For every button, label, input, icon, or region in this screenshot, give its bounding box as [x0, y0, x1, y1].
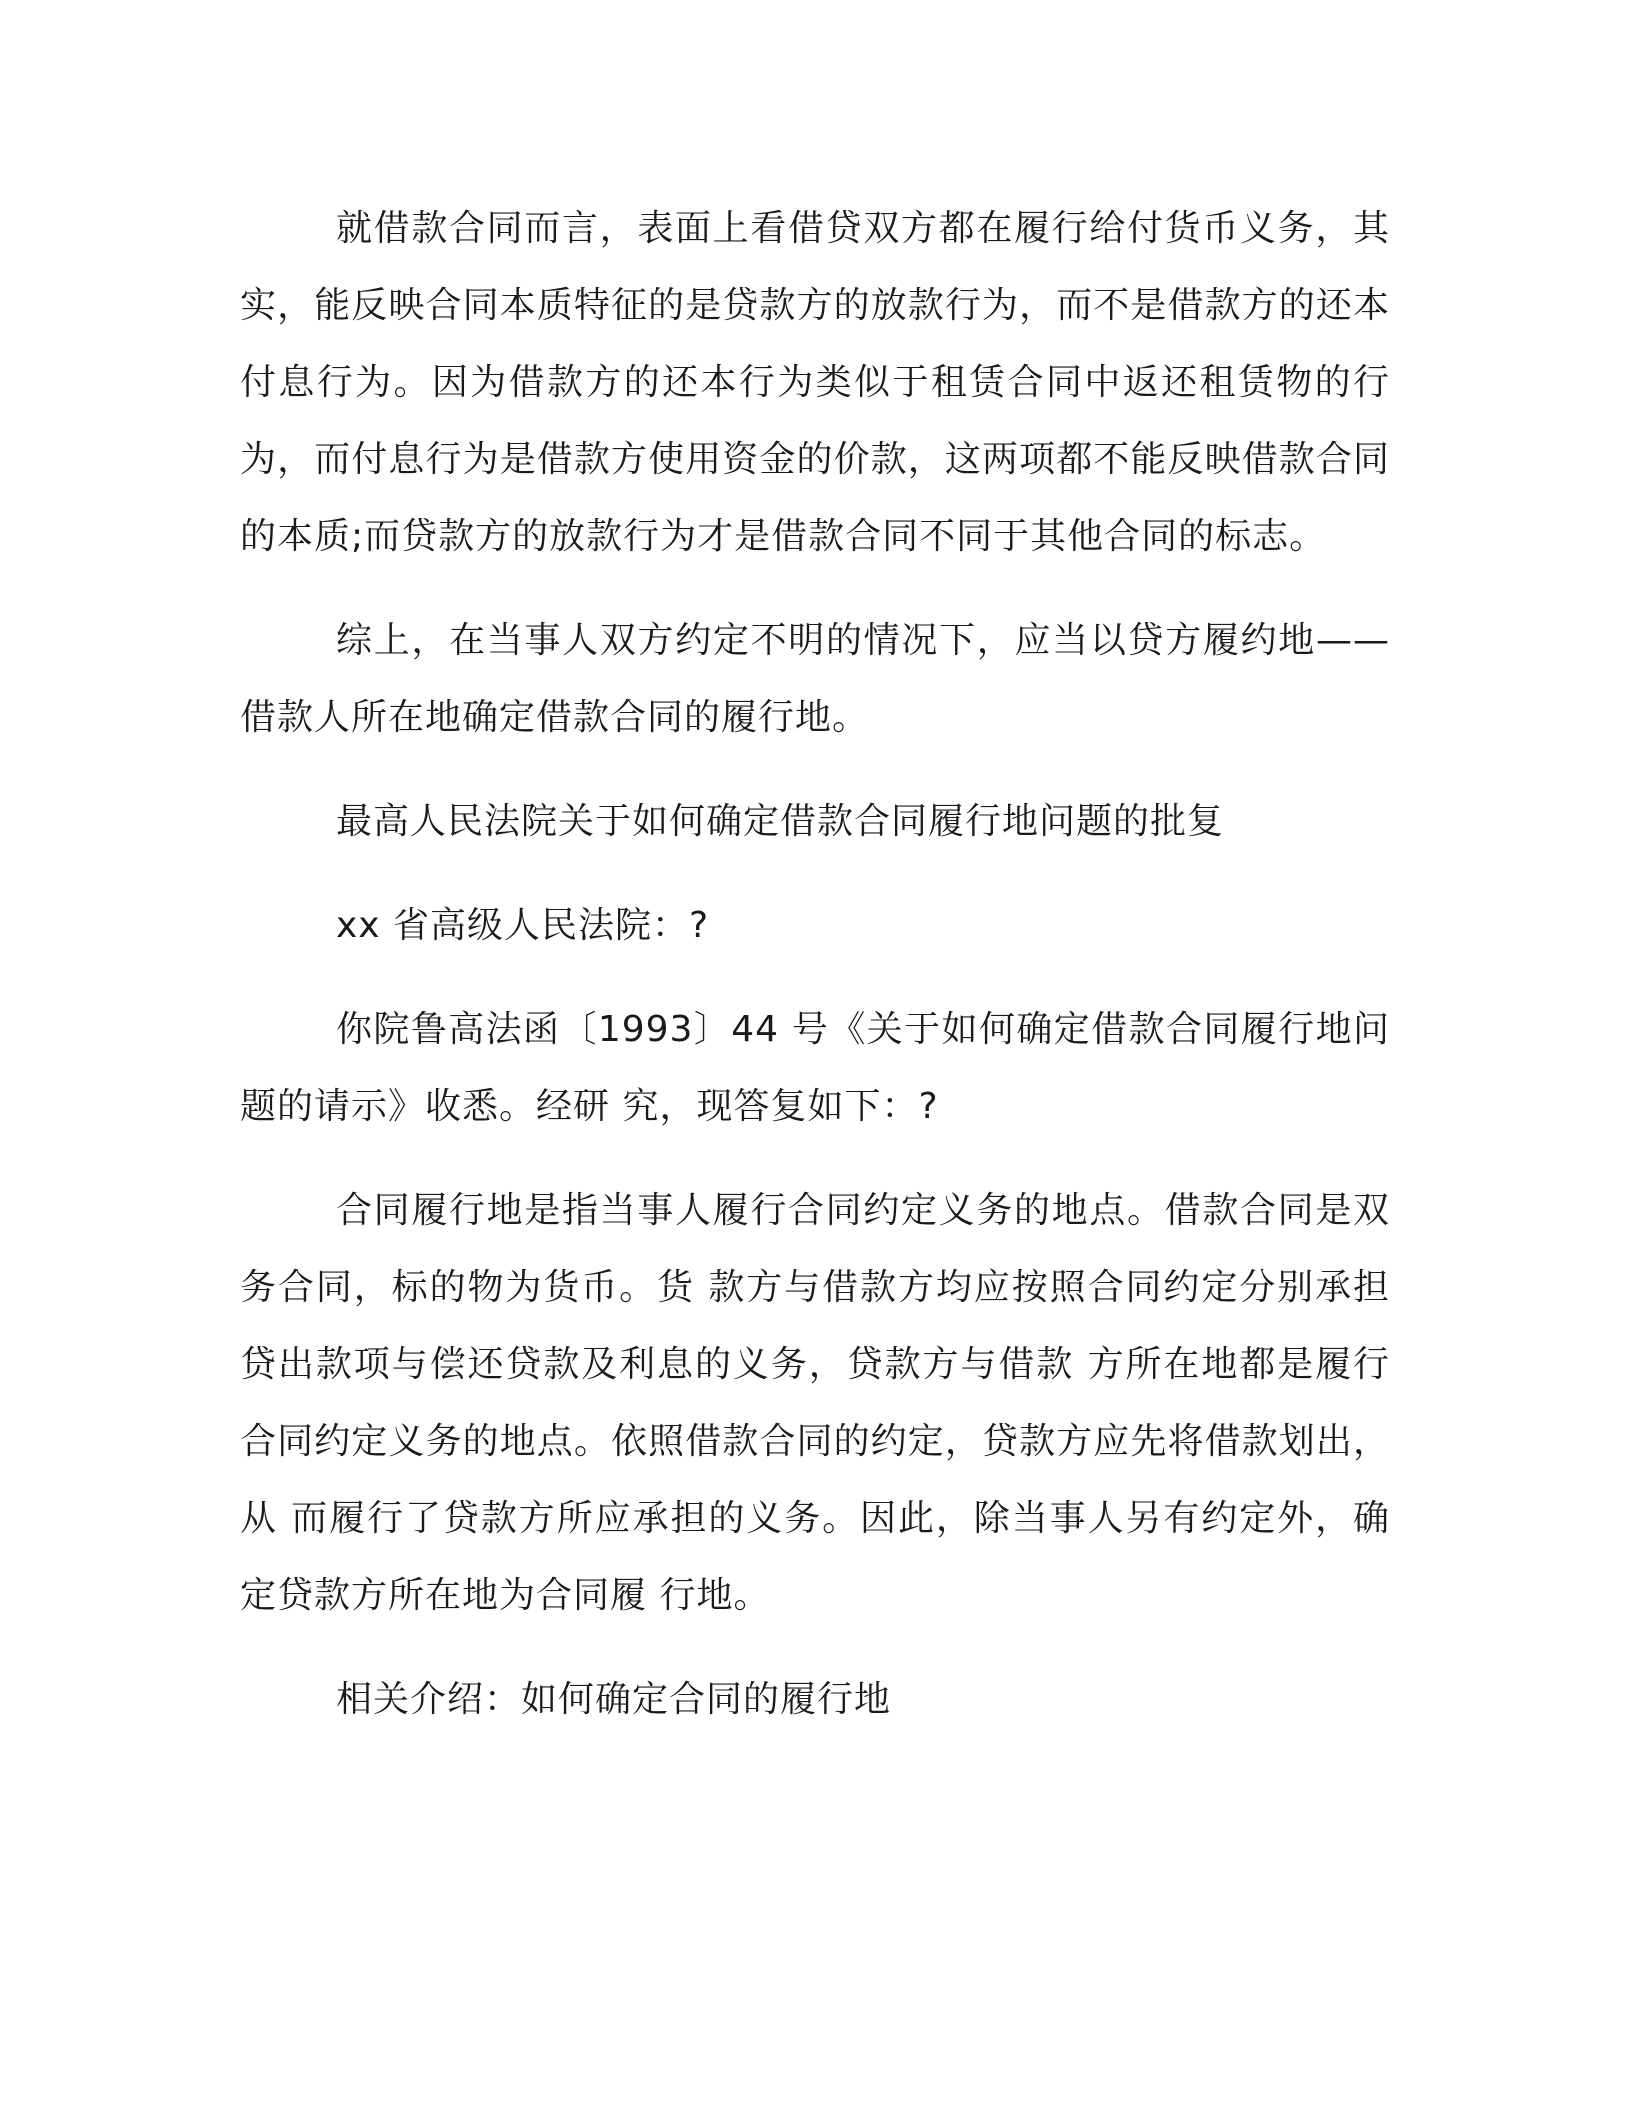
paragraph-request-received: 你院鲁高法函〔1993〕44 号《关于如何确定借款合同履行地问题的请示》收悉。经研 究，现答复如下：?: [240, 1009, 1390, 1127]
paragraph-conclusion: 综上，在当事人双方约定不明的情况下，应当以贷方履约地——借款人所在地确定借款合同的履行地。: [240, 620, 1390, 738]
document-page: [240, 190, 1390, 1765]
related-intro-heading: 相关介绍：如何确定合同的履行地: [336, 1679, 892, 1720]
addressee: xx 省高级人民法院：?: [336, 905, 710, 946]
paragraph-performance-place: 合同履行地是指当事人履行合同约定义务的地点。借款合同是双务合同，标的物为货币。货 款方与借款方均应按照合同约定分别承担贷出款项与偿还贷款及利息的义务，贷款方与借款 方所在地都是履行合同约定义务的地点。依照借款合同的约定，贷款方应先将借款划出，从 而履行了贷款方所应承担的义务。因此，除当事人另有约定外，确定贷款方所在地为合同履 行地。: [240, 1190, 1390, 1616]
reply-title: 最高人民法院关于如何确定借款合同履行地问题的批复: [336, 801, 1225, 842]
paragraph-loan-contract-nature: 就借款合同而言，表面上看借贷双方都在履行给付货币义务，其实，能反映合同本质特征的是贷款方的放款行为，而不是借款方的还本付息行为。因为借款方的还本行为类似于租赁合同中返还租赁物的行为，而付息行为是借款方使用资金的价款，这两项都不能反映借款合同的本质;而贷款方的放款行为才是借款合同不同于其他合同的标志。: [240, 208, 1390, 557]
